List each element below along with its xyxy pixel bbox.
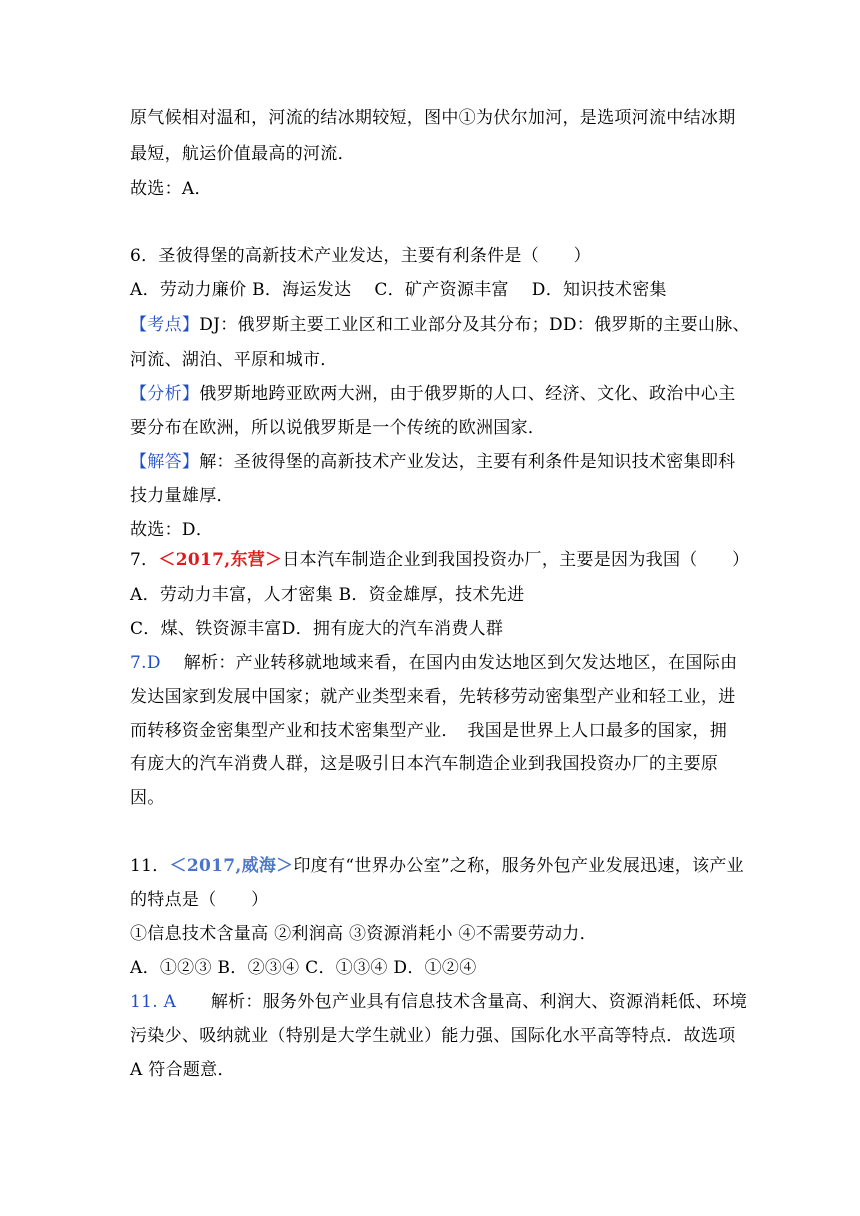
q11-source: ＜2017,威海＞ (169, 856, 294, 876)
q7-explanation: 7.D 解析：产业转移就地域来看，在国内由发达地区到欠发达地区，在国际由 (130, 653, 738, 673)
q11-stem-2: 的特点是（ ） (130, 890, 269, 910)
q7-options-cd: C．煤、铁资源丰富D．拥有庞大的汽车消费人群 (130, 619, 504, 639)
q6-fenxi: 【分析】俄罗斯地跨亚欧两大洲，由于俄罗斯的人口、经济、文化、政治中心主 (130, 384, 736, 404)
q11-stem: 11．＜2017,威海＞印度有“世界办公室”之称，服务外包产业发展迅速，该产业 (130, 856, 744, 876)
q11-answer-label: 11. A (130, 992, 211, 1012)
q6-jieda: 【解答】解：圣彼得堡的高新技术产业发达，主要有利条件是知识技术密集即科 (130, 452, 736, 472)
q11-explanation-3: A 符合题意． (130, 1060, 235, 1080)
q6-fenxi-cont: 要分布在欧洲，所以说俄罗斯是一个传统的欧洲国家． (130, 418, 546, 438)
q6-stem: 6．圣彼得堡的高新技术产业发达，主要有利条件是（ ） (130, 246, 591, 266)
q7-answer-label: 7.D (130, 653, 184, 673)
jieda-tag: 【解答】 (130, 452, 200, 472)
cont-line-1: 原气候相对温和，河流的结冰期较短，图中①为伏尔加河，是选项河流中结冰期 (130, 108, 736, 128)
q11-items: ①信息技术含量高 ②利润高 ③资源消耗小 ④不需要劳动力． (130, 924, 597, 944)
q6-jieda-cont: 技力量雄厚． (130, 486, 234, 506)
cont-answer: 故选：A． (130, 179, 212, 199)
q11-explanation-2: 污染少、吸纳就业（特别是大学生就业）能力强、国际化水平高等特点．故选项 (130, 1026, 736, 1046)
kaodian-tag: 【考点】 (130, 315, 200, 335)
q6-kaodian-cont: 河流、湖泊、平原和城市． (130, 350, 338, 370)
q7-source: ＜2017,东营＞ (158, 550, 283, 570)
q6-answer: 故选：D． (130, 520, 214, 540)
q7-explanation-3: 而转移资金密集型产业和技术密集型产业． 我国是世界上人口最多的国家，拥 (130, 721, 727, 741)
q6-options: A．劳动力廉价 B．海运发达 C．矿产资源丰富 D．知识技术密集 (130, 280, 667, 300)
q7-options-ab: A．劳动力丰富，人才密集 B．资金雄厚，技术先进 (130, 585, 525, 605)
q11-options: A．①②③ B．②③④ C．①③④ D．①②④ (130, 958, 477, 978)
cont-line-2: 最短，航运价值最高的河流． (130, 144, 355, 164)
q11-explanation: 11. A 解析：服务外包产业具有信息技术含量高、利润大、资源消耗低、环境 (130, 992, 748, 1012)
q6-kaodian: 【考点】DJ：俄罗斯主要工业区和工业部分及其分布；DD：俄罗斯的主要山脉、 (130, 315, 750, 335)
q7-explanation-2: 发达国家到发展中国家；就产业类型来看，先转移劳动密集型产业和轻工业，进 (130, 687, 736, 707)
q7-explanation-4: 有庞大的汽车消费人群，这是吸引日本汽车制造企业到我国投资办厂的主要原 (130, 754, 719, 774)
q7-explanation-5: 因。 (130, 788, 165, 808)
q7-stem: 7．＜2017,东营＞日本汽车制造企业到我国投资办厂，主要是因为我国（ ） (130, 550, 750, 570)
fenxi-tag: 【分析】 (130, 384, 200, 404)
